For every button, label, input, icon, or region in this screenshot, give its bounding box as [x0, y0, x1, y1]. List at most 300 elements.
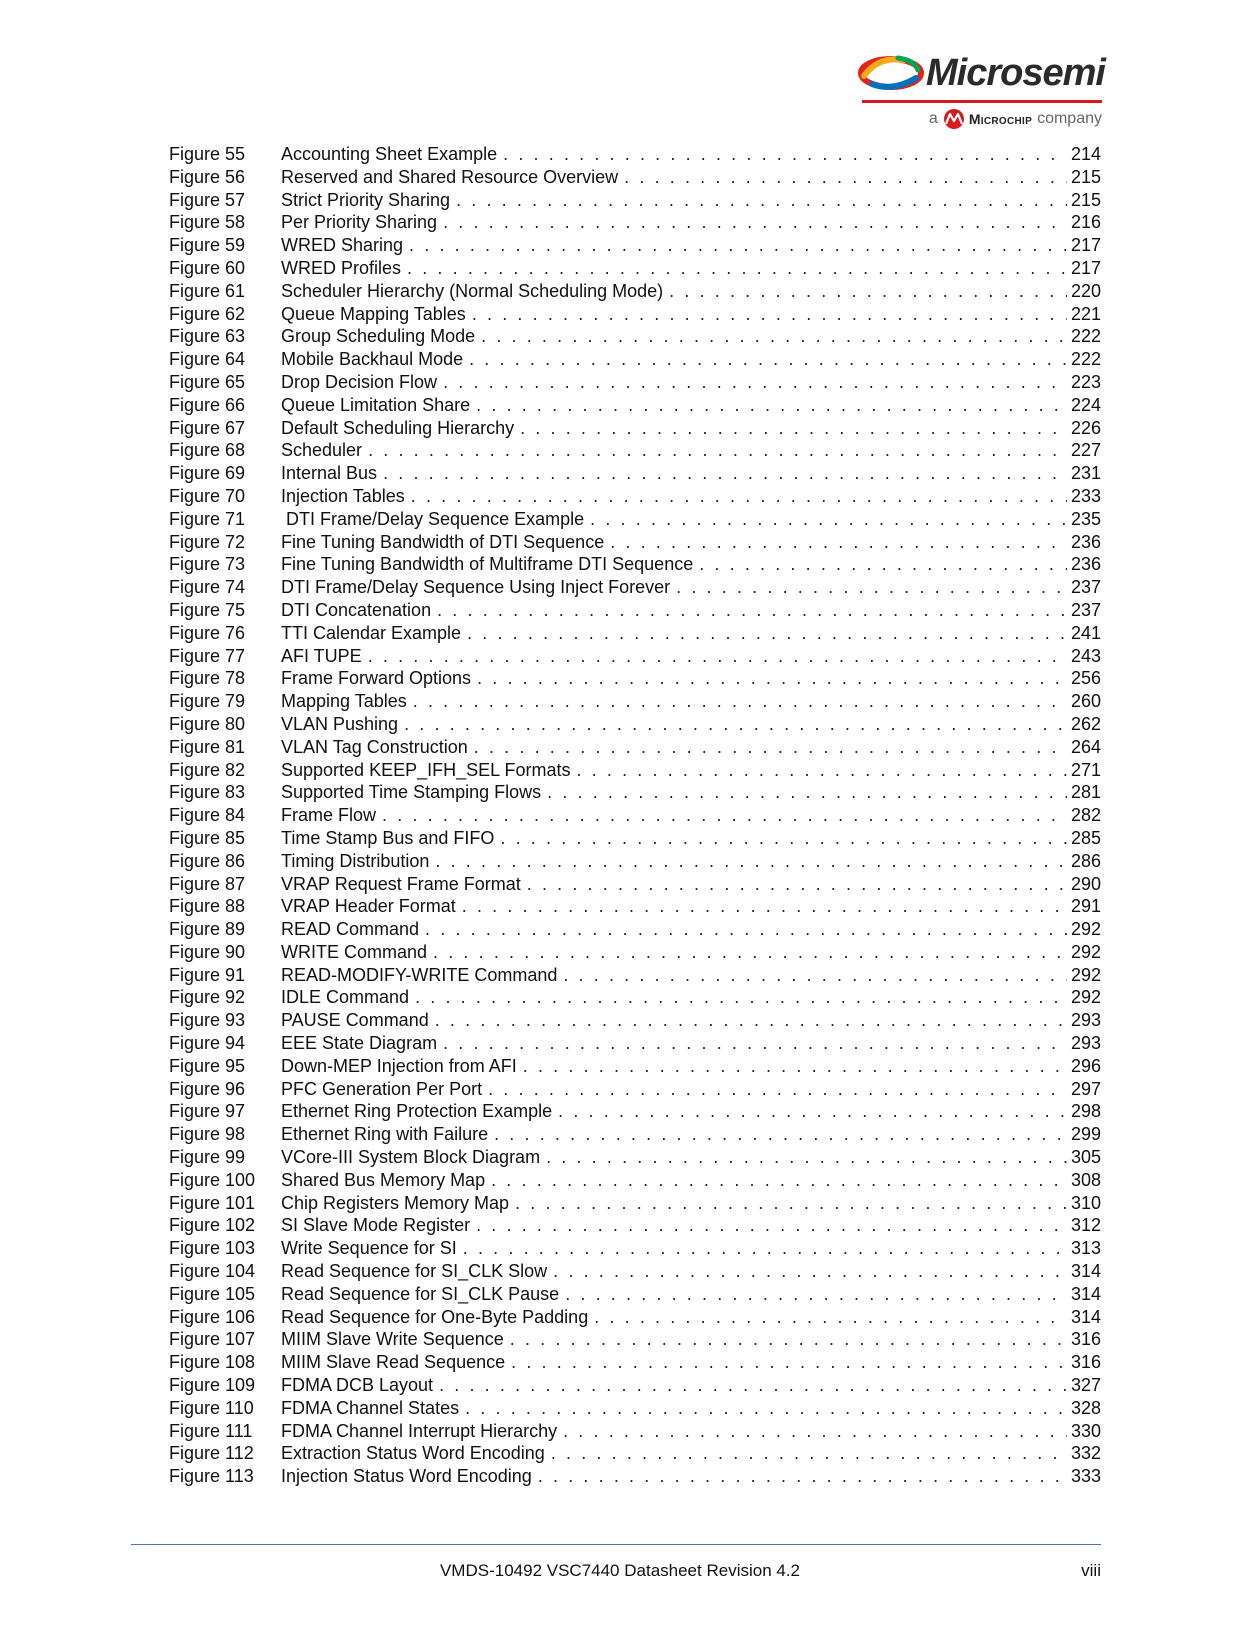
toc-entry-title: VRAP Request Frame Format [281, 873, 521, 894]
toc-entry-label: Figure 95 [169, 1055, 246, 1076]
toc-entry-page: 243 [1070, 645, 1101, 666]
toc-entry-label: Figure 100 [169, 1169, 256, 1190]
toc-dot-leader [563, 964, 1067, 987]
toc-entry-page: 308 [1070, 1169, 1101, 1190]
toc-entry-page: 223 [1070, 371, 1101, 392]
toc-entry-label: Figure 91 [169, 964, 246, 985]
toc-dot-leader [590, 508, 1067, 531]
toc-entry-title: PAUSE Command [281, 1010, 429, 1031]
toc-entry-title: Read Sequence for One-Byte Padding [281, 1306, 589, 1327]
toc-entry[interactable] [169, 1374, 1101, 1397]
toc-entry[interactable] [169, 918, 1101, 941]
tagline-suffix: company [1037, 110, 1102, 127]
toc-entry[interactable] [169, 143, 1101, 166]
toc-entry-label: Figure 105 [169, 1283, 256, 1304]
tagline-prefix: a [928, 110, 938, 127]
toc-entry-title: Per Priority Sharing [281, 212, 438, 233]
toc-entry-title: IDLE Command [281, 987, 410, 1008]
toc-entry-title: DTI Concatenation [281, 599, 432, 620]
toc-entry-label: Figure 109 [169, 1375, 256, 1396]
toc-entry[interactable] [169, 690, 1101, 713]
toc-entry-page: 292 [1070, 941, 1101, 962]
toc-entry[interactable] [169, 1009, 1101, 1032]
toc-entry[interactable] [169, 1260, 1101, 1283]
toc-dot-leader [439, 1374, 1067, 1397]
toc-entry[interactable] [169, 1169, 1101, 1192]
toc-entry-title: MIIM Slave Write Sequence [281, 1329, 504, 1350]
toc-entry-page: 298 [1070, 1101, 1101, 1122]
toc-dot-leader [511, 1351, 1067, 1374]
toc-entry-label: Figure 92 [169, 987, 246, 1008]
toc-entry[interactable] [169, 576, 1101, 599]
toc-entry[interactable] [169, 166, 1101, 189]
toc-entry-page: 236 [1070, 554, 1101, 575]
toc-entry-page: 237 [1070, 599, 1101, 620]
toc-entry-title: DTI Frame/Delay Sequence Example [281, 508, 585, 529]
toc-entry-label: Figure 62 [169, 303, 246, 324]
toc-dot-leader [481, 325, 1067, 348]
toc-entry-title: Supported Time Stamping Flows [281, 782, 542, 803]
toc-dot-leader [553, 1260, 1067, 1283]
microsemi-logo [858, 48, 1108, 138]
toc-entry[interactable] [169, 713, 1101, 736]
toc-dot-leader [433, 941, 1067, 964]
toc-entry-page: 297 [1070, 1078, 1101, 1099]
toc-entry[interactable] [169, 1283, 1101, 1306]
toc-entry-title: TTI Calendar Example [281, 622, 462, 643]
toc-entry-label: Figure 80 [169, 713, 246, 734]
toc-dot-leader [491, 1169, 1067, 1192]
toc-entry-title: Supported KEEP_IFH_SEL Formats [281, 759, 571, 780]
toc-entry[interactable] [169, 1032, 1101, 1055]
toc-entry-title: Mapping Tables [281, 691, 407, 712]
toc-dot-leader [443, 1032, 1067, 1055]
toc-dot-leader [610, 531, 1067, 554]
toc-entry-page: 215 [1070, 189, 1101, 210]
toc-entry[interactable] [169, 371, 1101, 394]
toc-entry[interactable] [169, 827, 1101, 850]
toc-dot-leader [527, 873, 1067, 896]
toc-entry-title: VLAN Tag Construction [281, 736, 468, 757]
toc-entry[interactable] [169, 417, 1101, 440]
toc-entry-label: Figure 98 [169, 1124, 246, 1145]
toc-entry-label: Figure 79 [169, 691, 246, 712]
toc-entry[interactable] [169, 1351, 1101, 1374]
toc-entry-title: DTI Frame/Delay Sequence Using Inject Forever [281, 577, 671, 598]
toc-entry-page: 332 [1070, 1443, 1101, 1464]
toc-entry[interactable] [169, 804, 1101, 827]
toc-entry-label: Figure 97 [169, 1101, 246, 1122]
toc-entry-label: Figure 66 [169, 394, 246, 415]
toc-dot-leader [676, 576, 1067, 599]
toc-entry-page: 330 [1070, 1420, 1101, 1441]
toc-entry-page: 241 [1070, 622, 1101, 643]
toc-dot-leader [443, 211, 1067, 234]
toc-dot-leader [368, 645, 1067, 668]
toc-entry-page: 316 [1070, 1329, 1101, 1350]
toc-entry-page: 224 [1070, 394, 1101, 415]
toc-entry-title: Scheduler [281, 440, 363, 461]
toc-entry-title: EEE State Diagram [281, 1033, 438, 1054]
toc-entry-title: Drop Decision Flow [281, 371, 438, 392]
toc-entry-page: 256 [1070, 668, 1101, 689]
toc-entry-page: 314 [1070, 1306, 1101, 1327]
toc-entry[interactable] [169, 1306, 1101, 1329]
toc-dot-leader [523, 1055, 1067, 1078]
toc-entry[interactable] [169, 781, 1101, 804]
toc-entry-title: Queue Limitation Share [281, 394, 471, 415]
toc-dot-leader [547, 781, 1067, 804]
toc-dot-leader [699, 553, 1067, 576]
toc-entry-label: Figure 83 [169, 782, 246, 803]
toc-entry-page: 271 [1070, 759, 1101, 780]
footer-page-number: viii [1081, 1561, 1101, 1580]
toc-dot-leader [563, 1420, 1067, 1443]
toc-dot-leader [500, 827, 1067, 850]
toc-entry[interactable] [169, 1055, 1101, 1078]
toc-entry-page: 216 [1070, 212, 1101, 233]
toc-entry-title: Strict Priority Sharing [281, 189, 451, 210]
toc-dot-leader [558, 1100, 1067, 1123]
toc-dot-leader [594, 1306, 1067, 1329]
toc-entry-page: 333 [1070, 1466, 1101, 1487]
toc-entry[interactable] [169, 348, 1101, 371]
toc-entry[interactable] [169, 1328, 1101, 1351]
toc-entry[interactable] [169, 1192, 1101, 1215]
toc-entry-title: Accounting Sheet Example [281, 144, 498, 164]
toc-entry-title: Internal Bus [281, 463, 378, 484]
toc-entry-title: VCore-III System Block Diagram [281, 1147, 541, 1168]
toc-entry-title: Injection Status Word Encoding [281, 1466, 532, 1487]
toc-entry-label: Figure 58 [169, 212, 246, 233]
toc-entry[interactable] [169, 189, 1101, 212]
toc-entry-page: 221 [1070, 303, 1101, 324]
toc-dot-leader [494, 1123, 1067, 1146]
toc-entry-title: Default Scheduling Hierarchy [281, 417, 515, 438]
toc-entry-label: Figure 84 [169, 805, 246, 826]
toc-entry-title: Ethernet Ring Protection Example [281, 1101, 553, 1122]
toc-entry-label: Figure 73 [169, 554, 246, 575]
toc-entry-title: Fine Tuning Bandwidth of DTI Sequence [281, 531, 605, 552]
toc-entry-page: 264 [1070, 736, 1101, 757]
toc-dot-leader [411, 485, 1067, 508]
toc-entry-title: Write Sequence for SI [281, 1238, 457, 1259]
toc-entry-label: Figure 85 [169, 827, 246, 848]
toc-dot-leader [462, 895, 1067, 918]
toc-entry-title: WRED Profiles [281, 257, 402, 278]
toc-entry-title: FDMA Channel Interrupt Hierarchy [281, 1420, 558, 1441]
toc-entry-page: 292 [1070, 987, 1101, 1008]
toc-entry-page: 215 [1070, 166, 1101, 187]
toc-entry-label: Figure 87 [169, 873, 246, 894]
toc-entry-title: FDMA Channel States [281, 1397, 460, 1418]
toc-entry-label: Figure 63 [169, 326, 246, 347]
toc-dot-leader [413, 690, 1067, 713]
toc-dot-leader [409, 234, 1067, 257]
toc-entry-page: 314 [1070, 1283, 1101, 1304]
toc-entry-label: Figure 107 [169, 1329, 256, 1350]
toc-entry-label: Figure 93 [169, 1010, 246, 1031]
toc-entry-page: 291 [1070, 896, 1101, 917]
toc-entry-label: Figure 110 [169, 1397, 254, 1418]
toc-dot-leader [368, 439, 1067, 462]
toc-entry[interactable] [169, 553, 1101, 576]
toc-entry[interactable] [169, 964, 1101, 987]
toc-entry[interactable] [169, 873, 1101, 896]
toc-entry-page: 217 [1070, 235, 1101, 256]
toc-entry-label: Figure 77 [169, 645, 246, 666]
toc-dot-leader [546, 1146, 1067, 1169]
toc-entry-page: 260 [1070, 691, 1101, 712]
toc-entry-page: 290 [1070, 873, 1101, 894]
logo-wordmark: Microsemi [926, 51, 1105, 94]
toc-entry-title: Timing Distribution [281, 850, 430, 871]
toc-entry[interactable] [169, 1420, 1101, 1443]
toc-entry[interactable] [169, 667, 1101, 690]
toc-entry-title: SI Slave Mode Register [281, 1215, 471, 1236]
toc-entry[interactable] [169, 1078, 1101, 1101]
toc-dot-leader [463, 1237, 1067, 1260]
toc-entry-label: Figure 56 [169, 166, 246, 187]
toc-entry-title: VRAP Header Format [281, 896, 456, 917]
toc-entry-title: MIIM Slave Read Sequence [281, 1352, 506, 1373]
toc-dot-leader [435, 850, 1067, 873]
toc-entry[interactable] [169, 622, 1101, 645]
toc-dot-leader [437, 599, 1067, 622]
toc-entry-title: Chip Registers Memory Map [281, 1192, 510, 1213]
toc-entry-label: Figure 59 [169, 235, 246, 256]
tagline-brand: Microchip [968, 111, 1033, 127]
toc-entry-title: FDMA DCB Layout [281, 1375, 434, 1396]
toc-dot-leader [456, 189, 1067, 212]
toc-dot-leader [472, 303, 1067, 326]
toc-entry[interactable] [169, 599, 1101, 622]
toc-dot-leader [467, 622, 1067, 645]
toc-entry[interactable] [169, 850, 1101, 873]
toc-entry-page: 222 [1070, 349, 1101, 370]
toc-dot-leader [476, 394, 1067, 417]
toc-entry[interactable] [169, 1123, 1101, 1146]
toc-entry-title: PFC Generation Per Port [281, 1078, 483, 1099]
toc-entry[interactable] [169, 1214, 1101, 1237]
toc-entry-page: 227 [1070, 440, 1101, 461]
toc-entry-title: Ethernet Ring with Failure [281, 1124, 489, 1145]
toc-entry[interactable] [169, 1397, 1101, 1420]
toc-entry-label: Figure 108 [169, 1352, 256, 1373]
toc-entry-page: 328 [1070, 1397, 1101, 1418]
list-of-figures [169, 143, 1101, 1488]
toc-entry-label: Figure 112 [169, 1443, 254, 1464]
toc-entry-page: 293 [1070, 1010, 1101, 1031]
toc-entry-page: 314 [1070, 1261, 1101, 1282]
toc-entry-label: Figure 88 [169, 896, 246, 917]
toc-entry-label: Figure 101 [169, 1192, 256, 1213]
toc-entry-label: Figure 99 [169, 1147, 246, 1168]
toc-entry-label: Figure 102 [169, 1215, 256, 1236]
toc-entry-label: Figure 113 [169, 1466, 254, 1487]
toc-entry[interactable] [169, 531, 1101, 554]
toc-entry[interactable] [169, 1465, 1101, 1488]
toc-entry-label: Figure 86 [169, 850, 246, 871]
toc-entry-label: Figure 65 [169, 371, 246, 392]
toc-entry-label: Figure 55 [169, 144, 246, 164]
toc-entry[interactable] [169, 1237, 1101, 1260]
toc-dot-leader [515, 1192, 1067, 1215]
toc-entry-page: 305 [1070, 1147, 1101, 1168]
toc-entry-page: 316 [1070, 1352, 1101, 1373]
toc-entry-label: Figure 60 [169, 257, 246, 278]
toc-entry-title: Extraction Status Word Encoding [281, 1443, 545, 1464]
logo-tagline [858, 109, 1108, 129]
toc-entry-label: Figure 64 [169, 349, 246, 370]
toc-dot-leader [383, 462, 1067, 485]
toc-dot-leader [503, 143, 1067, 166]
toc-entry-label: Figure 76 [169, 622, 246, 643]
logo-divider [862, 100, 1102, 103]
toc-dot-leader [465, 1397, 1067, 1420]
toc-entry-page: 281 [1070, 782, 1101, 803]
toc-dot-leader [407, 257, 1067, 280]
toc-dot-leader [551, 1442, 1067, 1465]
toc-entry-label: Figure 74 [169, 577, 246, 598]
toc-dot-leader [404, 713, 1067, 736]
toc-dot-leader [624, 166, 1067, 189]
toc-entry-title: Reserved and Shared Resource Overview [281, 166, 619, 187]
toc-entry-page: 293 [1070, 1033, 1101, 1054]
toc-entry-label: Figure 72 [169, 531, 246, 552]
toc-entry-label: Figure 89 [169, 919, 246, 940]
toc-dot-leader [415, 986, 1067, 1009]
toc-entry[interactable] [169, 462, 1101, 485]
toc-entry-title: Group Scheduling Mode [281, 326, 476, 347]
toc-dot-leader [520, 417, 1067, 440]
toc-entry-title: Read Sequence for SI_CLK Pause [281, 1283, 560, 1304]
microchip-icon [942, 109, 966, 129]
toc-entry-page: 292 [1070, 964, 1101, 985]
toc-dot-leader [435, 1009, 1067, 1032]
toc-dot-leader [565, 1283, 1067, 1306]
toc-entry-label: Figure 71 [169, 508, 246, 529]
toc-entry-label: Figure 104 [169, 1261, 256, 1282]
toc-entry-label: Figure 111 [169, 1420, 253, 1441]
toc-entry-label: Figure 70 [169, 485, 246, 506]
toc-entry-page: 310 [1070, 1192, 1101, 1213]
toc-entry[interactable] [169, 986, 1101, 1009]
toc-entry[interactable] [169, 1442, 1101, 1465]
toc-dot-leader [474, 736, 1067, 759]
toc-dot-leader [510, 1328, 1067, 1351]
toc-entry-title: Time Stamp Bus and FIFO [281, 827, 495, 848]
toc-entry[interactable] [169, 280, 1101, 303]
toc-entry-page: 217 [1070, 257, 1101, 278]
toc-entry[interactable] [169, 325, 1101, 348]
toc-entry-page: 231 [1070, 463, 1101, 484]
toc-entry-page: 236 [1070, 531, 1101, 552]
toc-entry-page: 226 [1070, 417, 1101, 438]
toc-entry-page: 286 [1070, 850, 1101, 871]
toc-entry[interactable] [169, 257, 1101, 280]
toc-entry[interactable] [169, 508, 1101, 531]
toc-entry-page: 233 [1070, 485, 1101, 506]
toc-entry[interactable] [169, 303, 1101, 326]
footer-divider [131, 1544, 1101, 1545]
toc-entry[interactable] [169, 1146, 1101, 1169]
toc-entry-label: Figure 68 [169, 440, 246, 461]
toc-dot-leader [477, 667, 1067, 690]
toc-entry-title: READ-MODIFY-WRITE Command [281, 964, 558, 985]
toc-entry-page: 292 [1070, 919, 1101, 940]
footer-document-title: VMDS-10492 VSC7440 Datasheet Revision 4.2 [439, 1561, 801, 1580]
toc-entry-label: Figure 90 [169, 941, 246, 962]
toc-entry-page: 214 [1070, 144, 1101, 164]
toc-entry-label: Figure 69 [169, 463, 246, 484]
toc-entry-title: Mobile Backhaul Mode [281, 349, 464, 370]
toc-entry-title: Shared Bus Memory Map [281, 1169, 486, 1190]
toc-entry[interactable] [169, 736, 1101, 759]
toc-entry-page: 312 [1070, 1215, 1101, 1236]
toc-entry-title: Down-MEP Injection from AFI [281, 1055, 517, 1076]
toc-dot-leader [382, 804, 1067, 827]
toc-dot-leader [425, 918, 1067, 941]
toc-dot-leader [443, 371, 1067, 394]
toc-entry-title: Read Sequence for SI_CLK Slow [281, 1261, 548, 1282]
toc-entry-label: Figure 94 [169, 1033, 246, 1054]
toc-entry-label: Figure 61 [169, 280, 246, 301]
toc-entry-title: Fine Tuning Bandwidth of Multiframe DTI Sequence [281, 554, 694, 575]
toc-entry[interactable] [169, 211, 1101, 234]
toc-entry-page: 262 [1070, 713, 1101, 734]
toc-entry[interactable] [169, 234, 1101, 257]
toc-entry-page: 285 [1070, 827, 1101, 848]
toc-dot-leader [488, 1078, 1067, 1101]
toc-entry[interactable] [169, 941, 1101, 964]
toc-entry-title: WRED Sharing [281, 235, 404, 256]
toc-dot-leader [576, 759, 1066, 782]
toc-entry-title: WRITE Command [281, 941, 428, 962]
toc-dot-leader [469, 348, 1067, 371]
toc-entry[interactable] [169, 439, 1101, 462]
toc-entry-title: AFI TUPE [281, 645, 362, 666]
toc-entry[interactable] [169, 485, 1101, 508]
toc-entry[interactable] [169, 895, 1101, 918]
toc-entry-page: 327 [1070, 1375, 1101, 1396]
toc-entry-page: 222 [1070, 326, 1101, 347]
microsemi-swirl-icon [858, 52, 924, 94]
toc-entry[interactable] [169, 645, 1101, 668]
toc-entry-title: READ Command [281, 919, 420, 940]
toc-entry-page: 313 [1070, 1238, 1101, 1259]
toc-dot-leader [669, 280, 1067, 303]
toc-entry-label: Figure 57 [169, 189, 246, 210]
toc-dot-leader [476, 1214, 1067, 1237]
toc-entry-page: 235 [1070, 508, 1101, 529]
toc-entry-label: Figure 106 [169, 1306, 256, 1327]
toc-entry[interactable] [169, 1100, 1101, 1123]
toc-entry-page: 299 [1070, 1124, 1101, 1145]
toc-entry-title: Frame Flow [281, 805, 377, 826]
toc-entry-label: Figure 78 [169, 668, 246, 689]
toc-entry-label: Figure 67 [169, 417, 246, 438]
toc-entry[interactable] [169, 394, 1101, 417]
toc-entry-label: Figure 103 [169, 1238, 256, 1259]
toc-entry-page: 296 [1070, 1055, 1101, 1076]
toc-entry-title: Injection Tables [281, 485, 405, 506]
toc-entry[interactable] [169, 759, 1101, 782]
toc-dot-leader [538, 1465, 1067, 1488]
toc-entry-title: Queue Mapping Tables [281, 303, 466, 324]
toc-entry-title: Scheduler Hierarchy (Normal Scheduling Mode) [281, 280, 664, 301]
toc-entry-label: Figure 82 [169, 759, 246, 780]
